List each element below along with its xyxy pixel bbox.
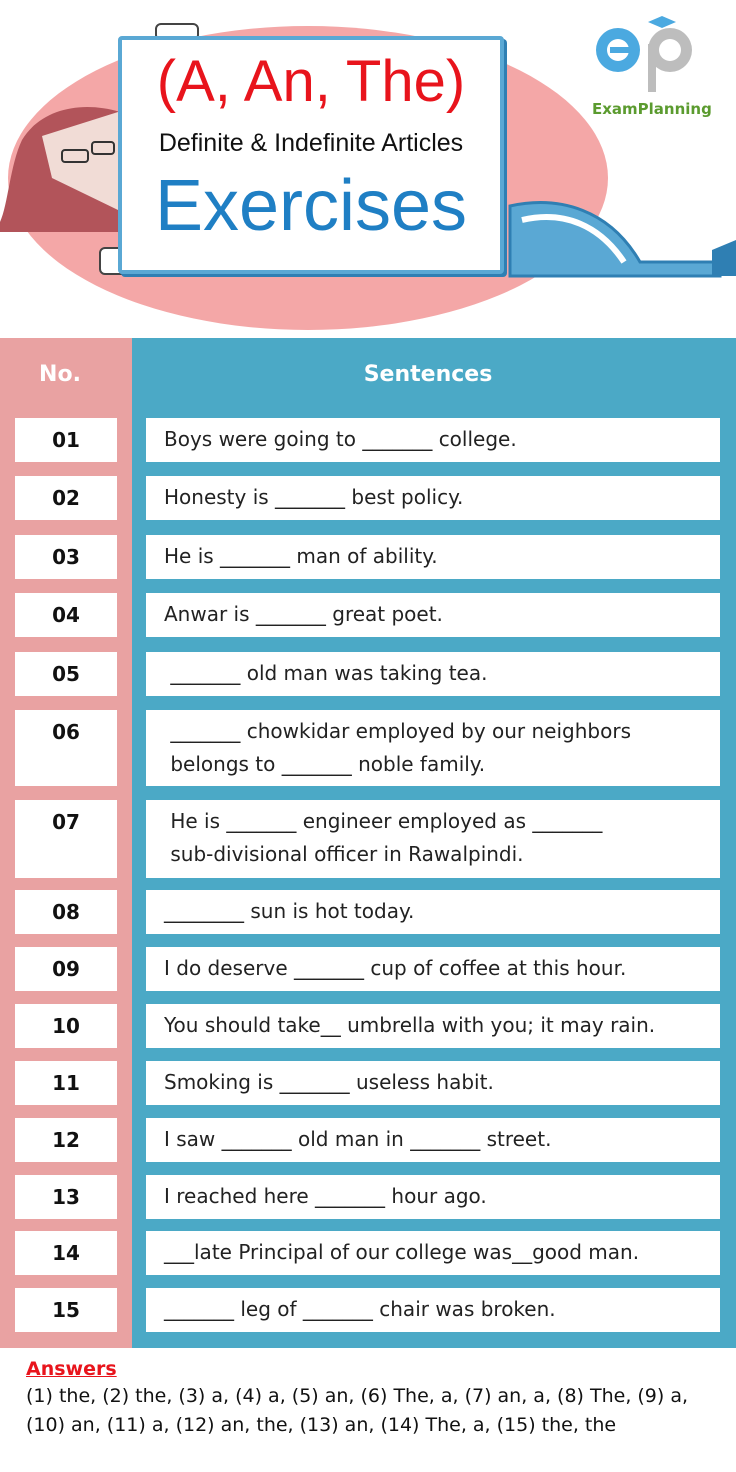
sentence-text: I saw _______ old man in _______ street. [164,1127,552,1151]
exercise-table [0,338,736,1348]
sentence-row [146,1231,720,1275]
row-number: 13 [15,1175,117,1219]
sentence-row [146,1118,720,1162]
sentence-row [146,535,720,579]
sentence-text: Boys were going to _______ college. [164,427,517,451]
row-number: 11 [15,1061,117,1105]
sentence-text: ___late Principal of our college was__good man. [164,1240,640,1264]
row-number: 07 [15,800,117,878]
sentence-row [146,710,720,786]
sentence-row [146,1004,720,1048]
sentence-text: Anwar is _______ great poet. [164,602,443,626]
row-number: 04 [15,593,117,637]
sentence-row [146,1061,720,1105]
row-number: 03 [15,535,117,579]
answers-line-1: (1) the, (2) the, (3) a, (4) a, (5) an, (6) The, a, (7) an, a, (8) The, (9) a, [26,1385,689,1407]
answers-line-2: (10) an, (11) a, (12) an, the, (13) an, (14) The, a, (15) the, the [26,1414,617,1436]
sentence-text: Smoking is _______ useless habit. [164,1070,494,1094]
row-number: 15 [15,1288,117,1332]
row-number: 02 [15,476,117,520]
sentence-text: You should take__ umbrella with you; it may rain. [164,1013,656,1037]
header-banner [0,0,736,338]
sentence-row [146,890,720,934]
sentence-row [146,593,720,637]
sentence-text: He is _______ engineer employed as _______ [164,809,603,833]
row-number: 05 [15,652,117,696]
title-exercises: Exercises [154,166,468,246]
row-number: 08 [15,890,117,934]
sentence-text: belongs to _______ noble family. [164,752,486,776]
sentence-row [146,652,720,696]
examplanning-logo-icon [596,16,692,92]
row-number: 12 [15,1118,117,1162]
sentence-text: He is _______ man of ability. [164,544,438,568]
subtitle: Definite & Indefinite Articles [158,129,464,157]
title-articles: (A, An, The) [156,49,466,114]
row-number: 14 [15,1231,117,1275]
sentence-text: Honesty is _______ best policy. [164,485,464,509]
sentence-text: _______ old man was taking tea. [164,661,488,685]
logo-text: ExamPlanning [592,100,712,118]
sentence-text: _______ chowkidar employed by our neighbors [164,719,631,743]
answers-section [26,1356,726,1440]
row-number: 01 [15,418,117,462]
sentence-row [146,418,720,462]
board-stand-illustration [510,203,720,276]
title-board [118,36,504,274]
row-number: 09 [15,947,117,991]
sentence-row [146,476,720,520]
column-header-no: No. [39,362,81,387]
sentence-row [146,947,720,991]
sentence-text: sub-divisional officer in Rawalpindi. [164,842,524,866]
column-header-sentences: Sentences [363,362,493,387]
sentence-text: _______ leg of _______ chair was broken. [164,1297,556,1321]
sentence-row [146,1175,720,1219]
sentence-row [146,800,720,878]
row-number: 06 [15,710,117,786]
sentence-text: I do deserve _______ cup of coffee at this hour. [164,956,627,980]
sentence-text: I reached here _______ hour ago. [164,1184,487,1208]
sentence-row [146,1288,720,1332]
sentence-text: ________ sun is hot today. [164,899,415,923]
row-number: 10 [15,1004,117,1048]
answers-title: Answers [26,1358,117,1380]
